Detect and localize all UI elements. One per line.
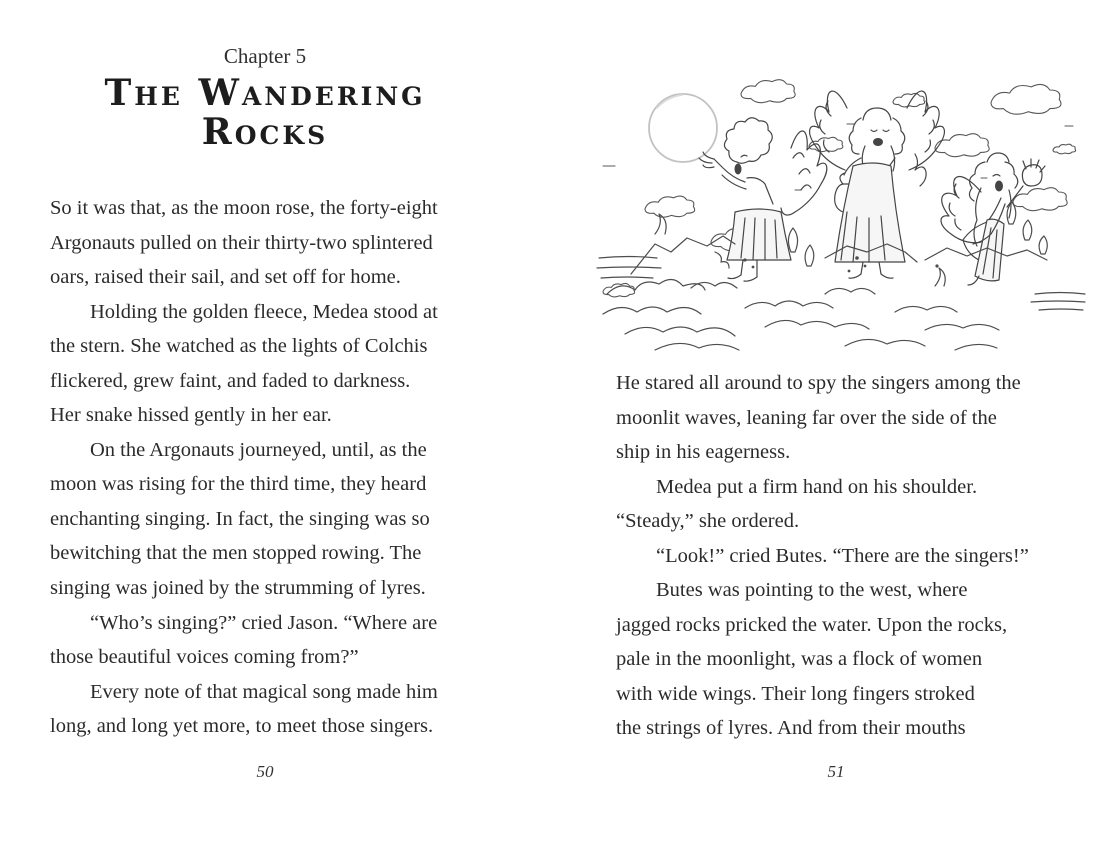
text-line: enchanting singing. In fact, the singing was so: [50, 507, 430, 530]
text-line: “Steady,” she ordered.: [616, 510, 800, 533]
text-line: moon was rising for the third time, they heard: [50, 473, 427, 496]
text-line: with wide wings. Their long fingers stroked: [616, 682, 975, 705]
siren-left: [699, 118, 827, 281]
text-line: those beautiful voices coming from?”: [50, 646, 359, 669]
text-line: the strings of lyres. And from their mouths: [616, 717, 966, 740]
text-line: He stared all around to spy the singers among the: [616, 372, 1021, 394]
text-line: ship in his eagerness.: [616, 441, 791, 464]
text-line: Medea put a firm hand on his shoulder.: [656, 475, 978, 498]
text-line: Holding the golden fleece, Medea stood at: [90, 300, 438, 323]
sirens-illustration: [595, 62, 1090, 362]
right-page-text: [616, 366, 1056, 746]
text-line: singing was joined by the strumming of lyres.: [50, 577, 426, 600]
siren-right: [941, 153, 1045, 285]
text-line: “Look!” cried Butes. “There are the singers!”: [656, 544, 1029, 567]
chapter-title-line2: Rocks: [201, 111, 329, 153]
text-line: “Who’s singing?” cried Jason. “Where are: [90, 611, 438, 634]
siren-middle: [810, 91, 945, 278]
text-line: moonlit waves, leaning far over the side of the: [616, 406, 997, 429]
text-line: On the Argonauts journeyed, until, as the: [90, 438, 427, 461]
moon: [649, 94, 717, 162]
text-line: So it was that, as the moon rose, the forty-eight: [50, 197, 438, 219]
left-page-text: [50, 191, 490, 744]
text-line: Argonauts pulled on their thirty-two splintered: [50, 231, 433, 254]
text-line: flickered, grew faint, and faded to darkness.: [50, 369, 411, 392]
text-line: jagged rocks pricked the water. Upon the rocks,: [616, 613, 1008, 636]
text-line: Every note of that magical song made him: [90, 680, 438, 703]
text-line: bewitching that the men stopped rowing. The: [50, 542, 422, 565]
text-line: the stern. She watched as the lights of Colchis: [50, 335, 428, 358]
text-line: oars, raised their sail, and set off for home.: [50, 266, 401, 289]
text-line: Butes was pointing to the west, where: [656, 579, 968, 602]
chapter-label: Chapter 5: [223, 44, 307, 68]
clouds: [603, 80, 1076, 297]
chapter-title: [20, 74, 510, 152]
page-number-right: 51: [827, 762, 845, 781]
page-number-left: 50: [256, 762, 274, 781]
chapter-title-line1: The Wandering: [104, 72, 426, 114]
text-line: pale in the moonlight, was a flock of women: [616, 648, 983, 671]
text-line: Her snake hissed gently in her ear.: [50, 404, 332, 427]
text-line: long, and long yet more, to meet those singers.: [50, 715, 434, 738]
